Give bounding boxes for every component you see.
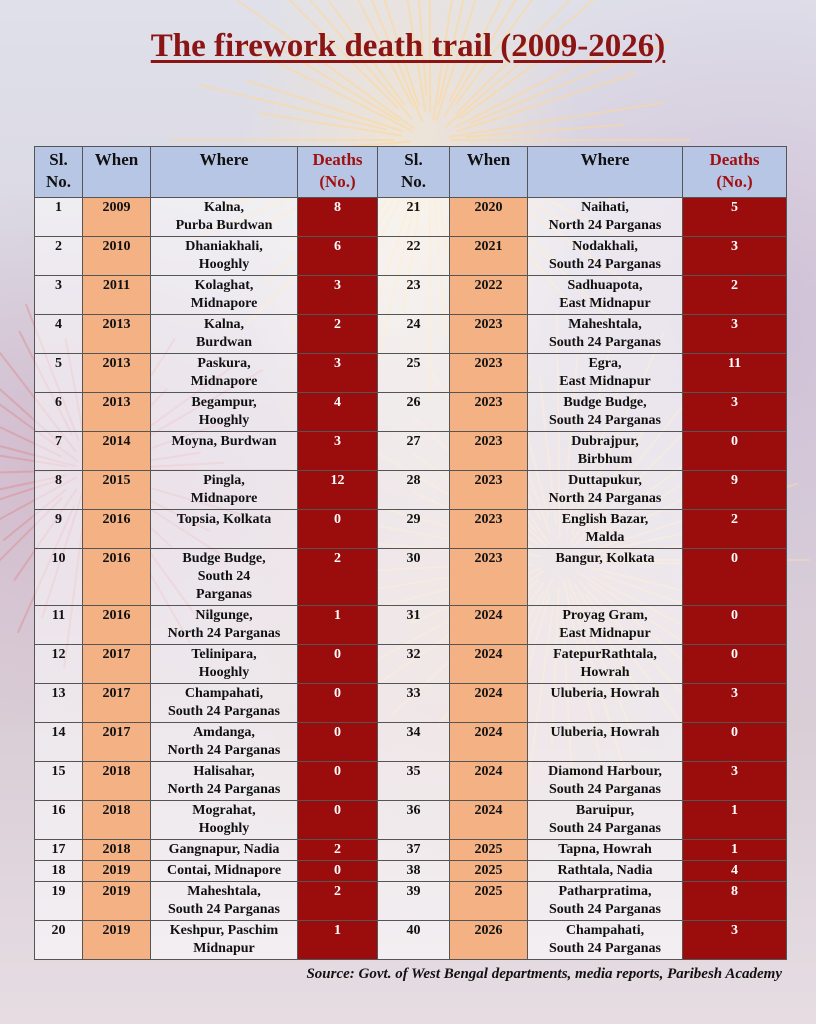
location-cell [151, 549, 298, 606]
serial-number-cell: 23 [378, 276, 450, 315]
deaths-cell: 8 [683, 882, 787, 921]
table-row [35, 276, 787, 315]
location-line: North 24 Parganas [167, 782, 281, 797]
location-line: South 24 Parganas [167, 704, 281, 719]
location-line: Tapna, Howrah [558, 842, 652, 857]
location-cell [151, 840, 298, 861]
location-cell [151, 801, 298, 840]
serial-number-cell: 37 [378, 840, 450, 861]
table-row [35, 549, 787, 606]
year-cell: 2024 [450, 762, 528, 801]
location-line: Hooghly [198, 665, 250, 680]
deaths-cell: 2 [298, 549, 378, 606]
location-cell [528, 762, 683, 801]
serial-number-cell: 35 [378, 762, 450, 801]
header-deaths-right: Deaths (No.) [683, 147, 787, 198]
deaths-cell: 3 [683, 393, 787, 432]
year-cell: 2018 [83, 762, 151, 801]
location-line: Nilgunge, [195, 608, 253, 623]
deaths-cell: 0 [298, 723, 378, 762]
location-line: Patharpratima, [558, 884, 652, 899]
location-line: Malda [585, 530, 625, 545]
year-cell: 2016 [83, 549, 151, 606]
deaths-cell: 0 [298, 762, 378, 801]
location-line: Paskura, [197, 356, 251, 371]
location-line: Dhaniakhali, [185, 239, 263, 254]
location-line: Hooghly [198, 257, 250, 272]
serial-number-cell: 33 [378, 684, 450, 723]
location-cell [151, 198, 298, 237]
year-cell: 2023 [450, 393, 528, 432]
location-line: North 24 Parganas [167, 743, 281, 758]
year-cell: 2023 [450, 432, 528, 471]
location-cell [528, 471, 683, 510]
location-line: East Midnapur [559, 296, 651, 311]
location-cell [528, 315, 683, 354]
location-cell [151, 684, 298, 723]
deaths-cell: 0 [683, 645, 787, 684]
location-line: Mograhat, [192, 803, 256, 818]
location-cell [528, 606, 683, 645]
year-cell: 2025 [450, 861, 528, 882]
header-sl-left: Sl. No. [35, 147, 83, 198]
table-row [35, 645, 787, 684]
location-cell [528, 684, 683, 723]
serial-number-cell: 30 [378, 549, 450, 606]
location-cell [528, 723, 683, 762]
location-line: South 24 Parganas [548, 821, 662, 836]
serial-number-cell: 24 [378, 315, 450, 354]
location-line: Uluberia, Howrah [550, 725, 660, 740]
serial-number-cell: 14 [35, 723, 83, 762]
location-line: South 24 Parganas [548, 335, 662, 350]
location-line: Kalna, [203, 200, 245, 215]
serial-number-cell: 22 [378, 237, 450, 276]
table-row [35, 432, 787, 471]
location-line: Midnapore [190, 491, 258, 506]
deaths-cell: 2 [683, 510, 787, 549]
year-cell: 2024 [450, 723, 528, 762]
location-cell [528, 354, 683, 393]
serial-number-cell: 15 [35, 762, 83, 801]
serial-number-cell: 5 [35, 354, 83, 393]
header-deaths-left: Deaths (No.) [298, 147, 378, 198]
serial-number-cell: 1 [35, 198, 83, 237]
location-line: Sadhuapota, [567, 278, 643, 293]
year-cell: 2024 [450, 645, 528, 684]
deaths-cell: 3 [683, 921, 787, 960]
year-cell: 2010 [83, 237, 151, 276]
location-line: Hooghly [198, 413, 250, 428]
serial-number-cell: 16 [35, 801, 83, 840]
location-cell [151, 432, 298, 471]
deaths-cell: 9 [683, 471, 787, 510]
location-line: South 24 Parganas [548, 902, 662, 917]
location-cell [151, 861, 298, 882]
year-cell: 2021 [450, 237, 528, 276]
deaths-cell: 4 [298, 393, 378, 432]
deaths-cell: 0 [683, 606, 787, 645]
year-cell: 2017 [83, 684, 151, 723]
table-row [35, 684, 787, 723]
serial-number-cell: 6 [35, 393, 83, 432]
table-row [35, 723, 787, 762]
location-line: Baruipur, [575, 803, 635, 818]
location-cell [151, 723, 298, 762]
deaths-cell: 3 [298, 276, 378, 315]
deaths-cell: 0 [298, 684, 378, 723]
year-cell: 2018 [83, 801, 151, 840]
serial-number-cell: 26 [378, 393, 450, 432]
location-cell [151, 921, 298, 960]
location-line: Halisahar, [193, 764, 255, 779]
year-cell: 2020 [450, 198, 528, 237]
location-cell [528, 510, 683, 549]
serial-number-cell: 40 [378, 921, 450, 960]
year-cell: 2019 [83, 861, 151, 882]
deaths-cell: 8 [298, 198, 378, 237]
table-header-row [35, 147, 787, 198]
location-cell [528, 882, 683, 921]
table-row [35, 471, 787, 510]
header-sl-right: Sl. No. [378, 147, 450, 198]
location-line: Nodakhali, [572, 239, 638, 254]
table-row [35, 762, 787, 801]
location-cell [151, 510, 298, 549]
location-line: Uluberia, Howrah [550, 686, 660, 701]
table-row [35, 801, 787, 840]
header-where-left: Where [151, 147, 298, 198]
location-line: South 24 Parganas [548, 782, 662, 797]
location-line: Egra, [588, 356, 622, 371]
deaths-cell: 3 [298, 354, 378, 393]
deaths-cell: 2 [298, 882, 378, 921]
serial-number-cell: 9 [35, 510, 83, 549]
location-cell [528, 237, 683, 276]
deaths-cell: 1 [298, 921, 378, 960]
year-cell: 2023 [450, 354, 528, 393]
deaths-cell: 3 [683, 762, 787, 801]
location-line: Begampur, [191, 395, 257, 410]
deaths-cell: 0 [298, 801, 378, 840]
deaths-cell: 4 [683, 861, 787, 882]
deaths-cell: 2 [683, 276, 787, 315]
year-cell: 2024 [450, 801, 528, 840]
serial-number-cell: 3 [35, 276, 83, 315]
location-line: Telinipara, [191, 647, 257, 662]
location-line: English Bazar, [561, 512, 649, 527]
table-row [35, 861, 787, 882]
location-line: Maheshtala, [568, 317, 642, 332]
deaths-cell: 12 [298, 471, 378, 510]
location-line: Burdwan [195, 335, 253, 350]
location-cell [528, 921, 683, 960]
deaths-cell: 6 [298, 237, 378, 276]
year-cell: 2023 [450, 471, 528, 510]
serial-number-cell: 32 [378, 645, 450, 684]
serial-number-cell: 12 [35, 645, 83, 684]
location-cell [528, 645, 683, 684]
location-line: Pingla, [203, 473, 245, 488]
deaths-cell: 2 [298, 315, 378, 354]
location-line: Duttapukur, [568, 473, 642, 488]
location-line: North 24 Parganas [167, 626, 281, 641]
deaths-cell: 3 [683, 237, 787, 276]
serial-number-cell: 38 [378, 861, 450, 882]
serial-number-cell: 20 [35, 921, 83, 960]
serial-number-cell: 2 [35, 237, 83, 276]
location-line: Maheshtala, [187, 884, 261, 899]
table-row [35, 921, 787, 960]
serial-number-cell: 13 [35, 684, 83, 723]
deaths-cell: 0 [683, 432, 787, 471]
deaths-cell: 0 [683, 549, 787, 606]
deaths-cell: 5 [683, 198, 787, 237]
location-cell [151, 315, 298, 354]
serial-number-cell: 36 [378, 801, 450, 840]
location-line: Parganas [196, 587, 252, 602]
location-line: Diamond Harbour, [548, 764, 662, 779]
location-cell [151, 354, 298, 393]
location-cell [528, 198, 683, 237]
location-line: Midnapore [190, 374, 258, 389]
year-cell: 2013 [83, 315, 151, 354]
location-cell [528, 861, 683, 882]
location-cell [151, 606, 298, 645]
location-cell [151, 276, 298, 315]
year-cell: 2016 [83, 606, 151, 645]
year-cell: 2023 [450, 510, 528, 549]
year-cell: 2011 [83, 276, 151, 315]
deaths-cell: 11 [683, 354, 787, 393]
location-line: Purba Burdwan [175, 218, 273, 233]
location-line: South 24 Parganas [167, 902, 281, 917]
location-line: Proyag Gram, [562, 608, 648, 623]
location-line: East Midnapur [559, 626, 651, 641]
table-row [35, 510, 787, 549]
location-line: Naihati, [581, 200, 629, 215]
serial-number-cell: 28 [378, 471, 450, 510]
deaths-cell: 3 [298, 432, 378, 471]
serial-number-cell: 27 [378, 432, 450, 471]
year-cell: 2017 [83, 723, 151, 762]
serial-number-cell: 17 [35, 840, 83, 861]
header-when-left: When [83, 147, 151, 198]
year-cell: 2019 [83, 921, 151, 960]
deaths-cell: 1 [298, 606, 378, 645]
location-cell [151, 237, 298, 276]
location-line: Kolaghat, [194, 278, 254, 293]
location-line: Gangnapur, Nadia [168, 842, 280, 857]
table-row [35, 315, 787, 354]
serial-number-cell: 25 [378, 354, 450, 393]
location-line: North 24 Parganas [548, 491, 662, 506]
deaths-cell: 0 [298, 861, 378, 882]
header-where-right: Where [528, 147, 683, 198]
year-cell: 2014 [83, 432, 151, 471]
year-cell: 2024 [450, 684, 528, 723]
location-cell [528, 840, 683, 861]
location-line: Birbhum [577, 452, 633, 467]
deaths-cell: 2 [298, 840, 378, 861]
year-cell: 2025 [450, 882, 528, 921]
location-line: Moyna, Burdwan [171, 434, 277, 449]
header-when-right: When [450, 147, 528, 198]
serial-number-cell: 19 [35, 882, 83, 921]
location-line: East Midnapur [559, 374, 651, 389]
location-line: Champahati, [184, 686, 264, 701]
location-line: Keshpur, Paschim [169, 923, 279, 938]
serial-number-cell: 21 [378, 198, 450, 237]
location-cell [528, 432, 683, 471]
deaths-cell: 3 [683, 684, 787, 723]
location-line: Howrah [580, 665, 630, 680]
location-line: Contai, Midnapore [166, 863, 282, 878]
page-title: The firework death trail (2009-2026) [150, 28, 666, 64]
location-cell [151, 882, 298, 921]
deaths-cell: 1 [683, 840, 787, 861]
location-line: Midnapur [193, 941, 255, 956]
location-line: South 24 Parganas [548, 941, 662, 956]
location-line: Topsia, Kolkata [176, 512, 272, 527]
location-cell [151, 471, 298, 510]
death-trail-table [34, 146, 787, 960]
location-line: Bangur, Kolkata [555, 551, 655, 566]
table-row [35, 840, 787, 861]
table-row [35, 237, 787, 276]
source-note: Source: Govt. of West Bengal departments, media reports, Paribesh Academy [306, 966, 782, 982]
year-cell: 2018 [83, 840, 151, 861]
serial-number-cell: 7 [35, 432, 83, 471]
location-line: Champahati, [565, 923, 645, 938]
year-cell: 2023 [450, 315, 528, 354]
location-line: Amdanga, [193, 725, 255, 740]
year-cell: 2023 [450, 549, 528, 606]
year-cell: 2022 [450, 276, 528, 315]
location-line: Rathtala, Nadia [557, 863, 653, 878]
year-cell: 2026 [450, 921, 528, 960]
year-cell: 2013 [83, 393, 151, 432]
table-row [35, 393, 787, 432]
year-cell: 2015 [83, 471, 151, 510]
location-line: Midnapore [190, 296, 258, 311]
table-row [35, 354, 787, 393]
deaths-cell: 0 [683, 723, 787, 762]
deaths-cell: 0 [298, 510, 378, 549]
location-line: FatepurRathtala, [553, 647, 657, 662]
location-cell [151, 762, 298, 801]
serial-number-cell: 29 [378, 510, 450, 549]
deaths-cell: 0 [298, 645, 378, 684]
year-cell: 2013 [83, 354, 151, 393]
serial-number-cell: 11 [35, 606, 83, 645]
year-cell: 2019 [83, 882, 151, 921]
serial-number-cell: 10 [35, 549, 83, 606]
location-line: Dubrajpur, [571, 434, 639, 449]
serial-number-cell: 39 [378, 882, 450, 921]
location-line: North 24 Parganas [548, 218, 662, 233]
location-cell [528, 276, 683, 315]
deaths-cell: 1 [683, 801, 787, 840]
location-line: Budge Budge, [182, 551, 266, 566]
location-line: South 24 Parganas [548, 257, 662, 272]
table-row [35, 882, 787, 921]
location-cell [528, 393, 683, 432]
serial-number-cell: 34 [378, 723, 450, 762]
serial-number-cell: 4 [35, 315, 83, 354]
location-cell [151, 645, 298, 684]
serial-number-cell: 31 [378, 606, 450, 645]
serial-number-cell: 8 [35, 471, 83, 510]
serial-number-cell: 18 [35, 861, 83, 882]
year-cell: 2016 [83, 510, 151, 549]
location-line: Budge Budge, [563, 395, 647, 410]
table-row [35, 606, 787, 645]
location-cell [151, 393, 298, 432]
table-row [35, 198, 787, 237]
location-line: Kalna, [203, 317, 245, 332]
deaths-cell: 3 [683, 315, 787, 354]
location-line: Hooghly [198, 821, 250, 836]
location-cell [528, 801, 683, 840]
year-cell: 2017 [83, 645, 151, 684]
location-cell [528, 549, 683, 606]
location-line: South 24 Parganas [548, 413, 662, 428]
location-line: South 24 [197, 569, 251, 584]
year-cell: 2009 [83, 198, 151, 237]
year-cell: 2024 [450, 606, 528, 645]
year-cell: 2025 [450, 840, 528, 861]
